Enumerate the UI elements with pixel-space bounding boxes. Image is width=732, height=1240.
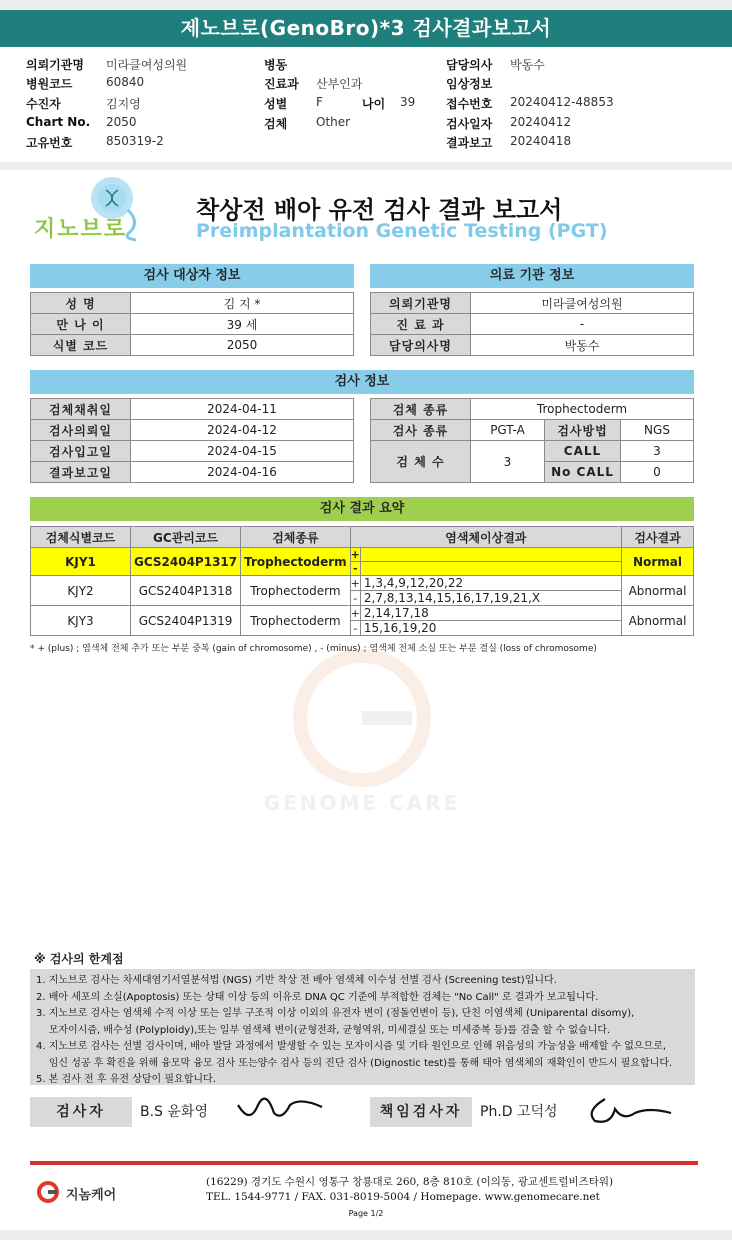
chief-signature — [575, 1091, 675, 1131]
meta-report-date-label: 결과보고 — [446, 136, 493, 150]
test-type: PGT-A — [471, 420, 545, 441]
institution-name-label: 의뢰기관명 — [371, 293, 471, 314]
table-row — [31, 314, 354, 335]
row2-plus-sign: + — [350, 576, 360, 590]
receive-date: 2024-04-15 — [131, 441, 354, 462]
meta-specimen: Other — [316, 115, 351, 129]
chief-label: 책임검사자 — [370, 1097, 472, 1127]
test-info-head: 검사 정보 — [30, 370, 694, 394]
row3-result: Abnormal — [622, 606, 694, 636]
limits-line-7: 5. 본 검사 전 후 유전 상담이 필요합니다. — [36, 1074, 216, 1085]
meta-receipt-label: 접수번호 — [446, 97, 493, 111]
meta-sex: F — [316, 95, 323, 109]
institution-name: 미라클여성의원 — [471, 293, 694, 314]
col-specimen-id: 검체식별코드 — [31, 527, 131, 548]
test-dates-table — [30, 398, 354, 483]
meta-institution: 미라클여성의원 — [106, 58, 188, 72]
meta-unique: 850319-2 — [106, 134, 164, 148]
report-title-ko: 착상전 배아 유전 검사 결과 보고서 — [196, 196, 563, 224]
table-row — [371, 399, 694, 420]
meta-doctor-label: 담당의사 — [446, 58, 493, 72]
tester-name: B.S 윤화영 — [140, 1104, 208, 1120]
meta-patient-label: 수진자 — [26, 97, 61, 111]
row2-type: Trophectoderm — [241, 576, 351, 606]
tester-signature-row — [30, 1097, 350, 1127]
nocall: 0 — [621, 462, 694, 483]
meta-age-label: 나이 — [362, 97, 386, 111]
summary-header-row — [31, 527, 694, 548]
patient-meta — [0, 47, 732, 162]
footer-logo-text: 지놈케어 — [66, 1188, 117, 1203]
meta-specimen-label: 검체 — [264, 117, 288, 131]
contact-line: TEL. 1544-9771 / FAX. 031-8019-5004 / Homepage. www.genomecare.net — [206, 1191, 600, 1203]
institution-info-head: 의료 기관 정보 — [370, 264, 694, 288]
meta-receipt: 20240412-48853 — [510, 95, 614, 109]
collect-date: 2024-04-11 — [131, 399, 354, 420]
col-result: 검사결과 — [622, 527, 694, 548]
page-number: Page 1/2 — [348, 1209, 384, 1218]
nocall-label: No CALL — [545, 462, 621, 483]
row3-minus-sign: - — [350, 621, 360, 636]
limits-box — [30, 969, 695, 1085]
meta-chart-label: Chart No. — [26, 115, 91, 129]
row2-minus: 2,7,8,13,14,15,16,17,19,21,X — [360, 591, 621, 606]
table-row — [31, 441, 354, 462]
row1-minus — [360, 562, 621, 576]
subject-id-label: 식별 코드 — [31, 335, 131, 356]
limits-line-3: 3. 지노브로 검사는 염색체 수적 이상 또는 일부 구조적 이상 이외의 유전자 변이 (점돌연변이 등), 단친 이염색체 (Uniparental disomy), — [36, 1008, 635, 1019]
col-gc-code: GC관리코드 — [131, 527, 241, 548]
meta-test-date-label: 검사일자 — [446, 117, 493, 131]
row3-type: Trophectoderm — [241, 606, 351, 636]
meta-patient: 김지영 — [106, 97, 141, 111]
row1-minus-sign: - — [350, 562, 360, 576]
logo-text: 지노브로 — [34, 217, 128, 242]
meta-report-date: 20240418 — [510, 134, 572, 148]
row2-minus-sign: - — [350, 591, 360, 606]
institution-doctor-label: 담당의사명 — [371, 335, 471, 356]
table-row — [31, 548, 694, 562]
count-label: 검 체 수 — [371, 441, 471, 483]
row3-minus: 15,16,19,20 — [360, 621, 621, 636]
table-row — [31, 462, 354, 483]
genomecare-logo — [36, 1180, 136, 1204]
report-title-en: Preimplantation Genetic Testing (PGT) — [196, 220, 608, 242]
row3-gc: GCS2404P1319 — [131, 606, 241, 636]
subject-age-label: 만 나 이 — [31, 314, 131, 335]
table-row — [31, 606, 694, 621]
col-chromosome-result: 염색체이상결과 — [350, 527, 621, 548]
table-row — [371, 314, 694, 335]
institution-info-table — [370, 292, 694, 356]
genomecare-g-icon — [36, 1180, 62, 1204]
report-date: 2024-04-16 — [131, 462, 354, 483]
meta-hospital-code-label: 병원코드 — [26, 77, 73, 91]
call: 3 — [621, 441, 694, 462]
institution-dept-label: 진 료 과 — [371, 314, 471, 335]
specimen-type-label: 검체 종류 — [371, 399, 471, 420]
meta-sex-label: 성별 — [264, 97, 288, 111]
limits-title: ※ 검사의 한계점 — [34, 952, 124, 966]
subject-id: 2050 — [131, 335, 354, 356]
report-page — [0, 170, 732, 1230]
specimen-type: Trophectoderm — [471, 399, 694, 420]
genobro-logo — [30, 170, 160, 245]
row1-plus-sign: + — [350, 548, 360, 561]
count: 3 — [471, 441, 545, 483]
row3-plus-sign: + — [350, 606, 360, 620]
tester-signature — [230, 1091, 330, 1131]
meta-test-date: 20240412 — [510, 115, 572, 129]
row1-result: Normal — [622, 548, 694, 576]
limits-line-2: 2. 배아 세포의 소실(Apoptosis) 또는 상태 이상 등의 이유로 DNA QC 기준에 부적합한 검체는 "No Call" 로 결과가 보고됩니다. — [36, 991, 599, 1003]
table-row — [31, 399, 354, 420]
row1-gc: GCS2404P1317 — [131, 548, 241, 576]
row3-plus: 2,14,17,18 — [360, 606, 621, 621]
meta-ward-label: 병동 — [264, 58, 288, 72]
watermark-text: GENOME CARE — [263, 791, 461, 815]
row2-id: KJY2 — [31, 576, 131, 606]
subject-info-table — [30, 292, 354, 356]
meta-institution-label: 의뢰기관명 — [26, 58, 84, 72]
table-row — [371, 293, 694, 314]
collect-date-label: 검체채취일 — [31, 399, 131, 420]
subject-name: 김 지 * — [131, 293, 354, 314]
meta-chart: 2050 — [106, 115, 137, 129]
receive-date-label: 검사입고일 — [31, 441, 131, 462]
row2-plus: 1,3,4,9,12,20,22 — [360, 576, 621, 591]
row2-gc: GCS2404P1318 — [131, 576, 241, 606]
table-row — [31, 576, 694, 591]
row2-result: Abnormal — [622, 576, 694, 606]
subject-info-head: 검사 대상자 정보 — [30, 264, 354, 288]
table-row — [31, 293, 354, 314]
tester-label: 검사자 — [30, 1097, 132, 1127]
meta-dept-label: 진료과 — [264, 77, 299, 91]
test-type-label: 검사 종류 — [371, 420, 471, 441]
table-row — [31, 420, 354, 441]
request-date-label: 검사의뢰일 — [31, 420, 131, 441]
test-method-table — [370, 398, 694, 483]
subject-age: 39 세 — [131, 314, 354, 335]
meta-clinical-label: 임상정보 — [446, 77, 493, 91]
subject-name-label: 성 명 — [31, 293, 131, 314]
meta-age: 39 — [400, 95, 416, 109]
table-row — [371, 335, 694, 356]
col-specimen-type: 검체종류 — [241, 527, 351, 548]
row1-type: Trophectoderm — [241, 548, 351, 576]
table-row — [371, 441, 694, 462]
report-date-label: 결과보고일 — [31, 462, 131, 483]
meta-unique-label: 고유번호 — [26, 136, 73, 150]
genome-care-watermark — [262, 648, 462, 818]
meta-dept: 산부인과 — [316, 77, 363, 91]
table-row — [371, 420, 694, 441]
row1-plus — [360, 548, 621, 562]
limits-line-1: 1. 지노브로 검사는 차세대염기서열분석법 (NGS) 기반 착상 전 배아 염색체 이수성 선별 검사 (Screening test)입니다. — [36, 975, 557, 986]
method-label: 검사방법 — [545, 420, 621, 441]
table-row — [31, 335, 354, 356]
limits-line-4: 모자이시즘, 배수성 (Polyploidy),또는 일부 염색체 변이(균형전좌, 균형역위, 미세결실 또는 미세중복 등)를 검출 할 수 없습니다. — [36, 1024, 611, 1036]
report-title-bar: 제노브로(GenoBro)*3 검사결과보고서 — [0, 10, 732, 47]
chief-signature-row — [370, 1097, 695, 1127]
summary-note: * + (plus) ; 염색체 전체 추가 또는 부분 중복 (gain of chromosome) , - (minus) ; 염색체 전체 소실 또는 부분 결실 (loss of chromosome) — [30, 644, 597, 654]
method: NGS — [621, 420, 694, 441]
address-line: (16229) 경기도 수원시 영통구 창룡대로 260, 8층 810호 (이의동, 광교센트럴비즈타워) — [206, 1176, 614, 1188]
summary-head: 검사 결과 요약 — [30, 497, 694, 521]
request-date: 2024-04-12 — [131, 420, 354, 441]
institution-doctor: 박동수 — [471, 335, 694, 356]
row1-id: KJY1 — [31, 548, 131, 576]
call-label: CALL — [545, 441, 621, 462]
institution-dept: - — [471, 314, 694, 335]
row3-id: KJY3 — [31, 606, 131, 636]
meta-doctor: 박동수 — [510, 58, 545, 72]
footer-divider — [30, 1161, 698, 1165]
meta-hospital-code: 60840 — [106, 75, 145, 89]
footer-address — [206, 1175, 613, 1205]
summary-table — [30, 526, 694, 636]
limits-line-6: 임신 성공 후 확진을 위해 융모막 융모 검사 또는양수 검사 등의 진단 검사 (Dignostic test)를 통해 태아 염색체의 재확인이 반드시 필요합니다. — [36, 1057, 673, 1069]
limits-line-5: 4. 지노브로 검사는 선별 검사이며, 배아 발달 과정에서 발생할 수 있는 모자이시즘 및 기타 원인으로 인해 위음성의 가능성을 배제할 수 없으므로, — [36, 1041, 667, 1052]
chief-name: Ph.D 고덕성 — [480, 1104, 558, 1120]
